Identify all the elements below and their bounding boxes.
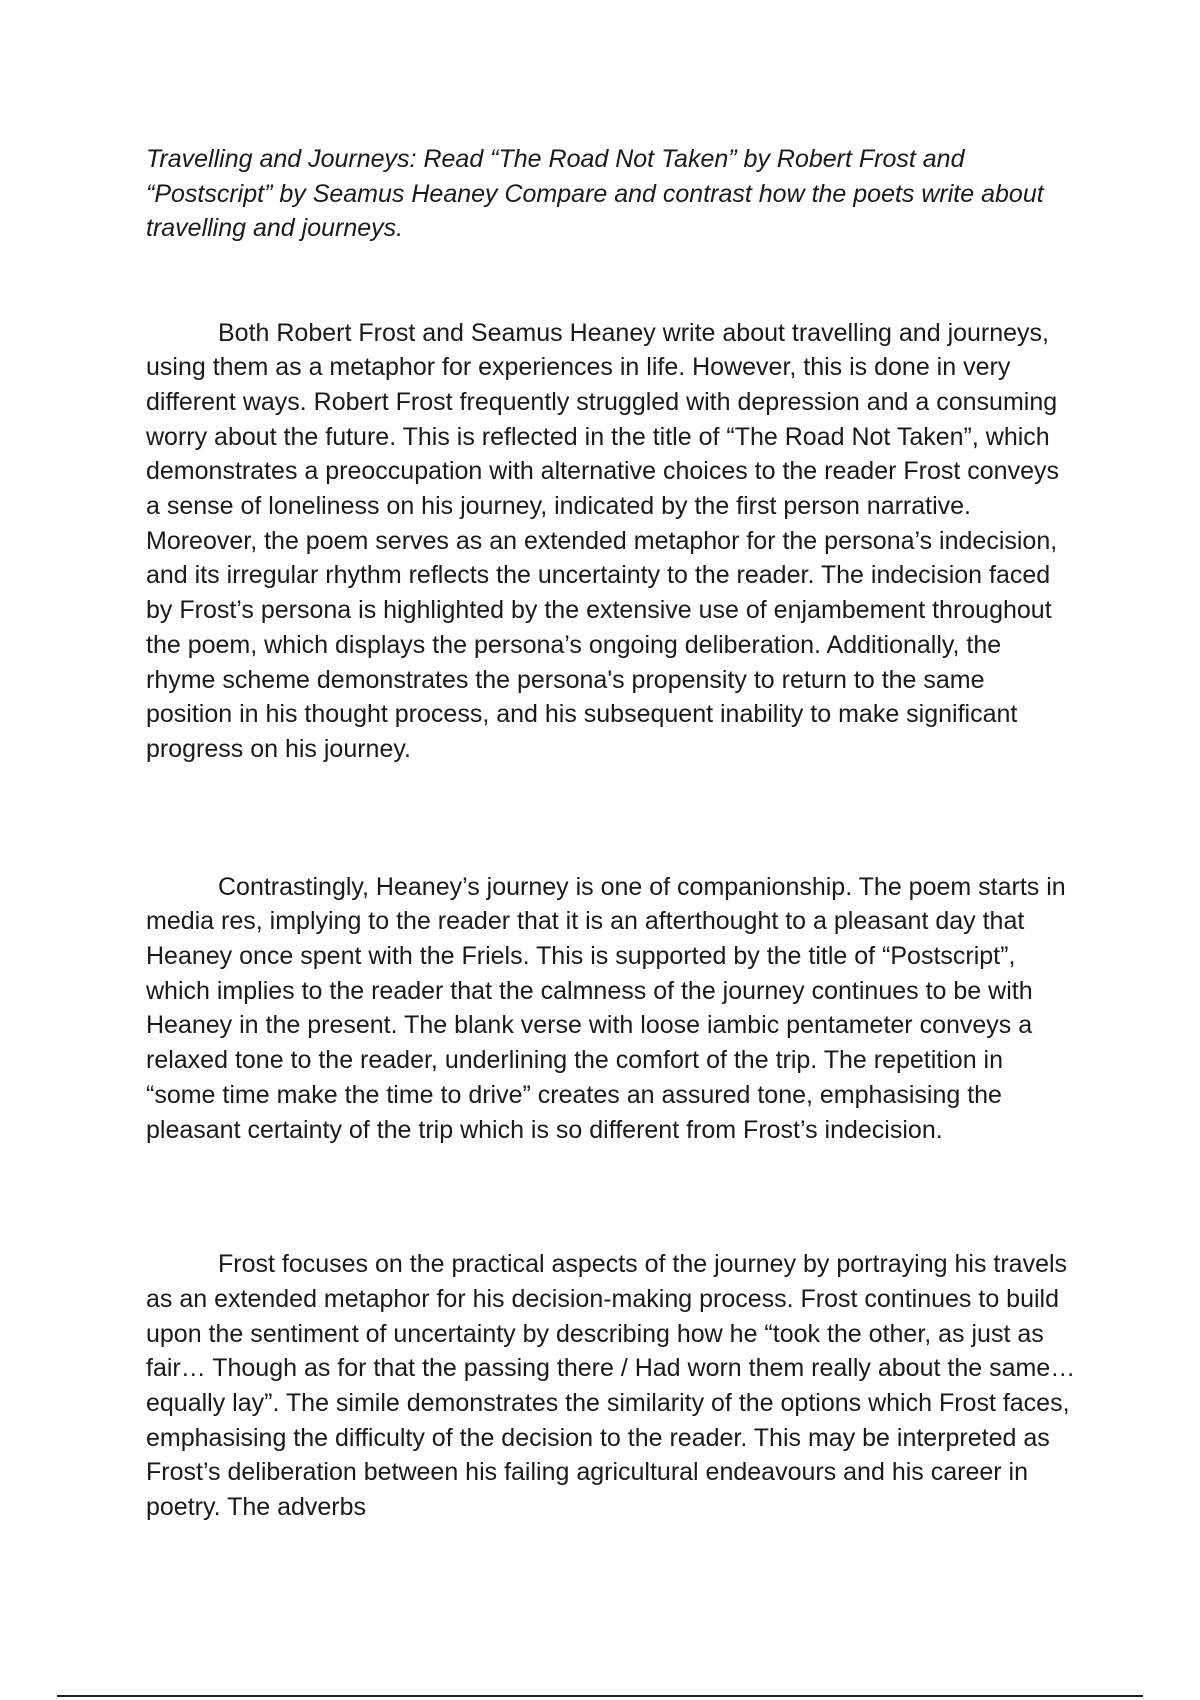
document-body (146, 142, 1076, 1525)
essay-paragraph-3: Frost focuses on the practical aspects of the journey by portraying his travels as an extended metaphor for his decision-making process. Frost continues to build upon the sentiment of uncertainty by describing how he “took the other, as just as fair… Though as for that the passing there / Had worn them really about the same… equally lay”. The simile demonstrates the similarity of the options which Frost faces, emphasising the difficulty of the decision to the reader. This may be interpreted as Frost’s deliberation between his failing agricultural endeavours and his career in poetry. The adverbs (146, 1250, 1076, 1522)
essay-paragraph-2: Contrastingly, Heaney’s journey is one of companionship. The poem starts in media res, implying to the reader that it is an afterthought to a pleasant day that Heaney once spent with the Friels. This is supported by the title of “Postscript”, which implies to the reader that the calmness of the journey continues to be with Heaney in the present. The blank verse with loose iambic pentameter conveys a relaxed tone to the reader, underlining the comfort of the trip. The repetition in “some time make the time to drive” creates an assured tone, emphasising the pleasant certainty of the trip which is so different from Frost’s indecision. (146, 872, 1066, 1144)
essay-question-title: Travelling and Journeys: Read “The Road Not Taken” by Robert Frost and “Postscript” by Seamus Heaney Compare and contrast how the poets write about travelling and journeys. (146, 145, 1044, 242)
essay-paragraph-1: Both Robert Frost and Seamus Heaney write about travelling and journeys, using them as a metaphor for experiences in life. However, this is done in very different ways. Robert Frost frequently struggled with depression and a consuming worry about the future. This is reflected in the title of “The Road Not Taken”, which demonstrates a preoccupation with alternative choices to the reader Frost conveys a sense of loneliness on his journey, indicated by the first person narrative. Moreover, the poem serves as an extended metaphor for the persona’s indecision, and its irregular rhythm reflects the uncertainty to the reader. The indecision faced by Frost’s persona is highlighted by the extensive use of enjambement throughout the poem, which displays the persona’s ongoing deliberation. Additionally, the rhyme scheme demonstrates the persona's propensity to return to the same position in his thought process, and his subsequent inability to make significant progress on his journey. (146, 318, 1059, 763)
page-bottom-divider (57, 1695, 1143, 1697)
